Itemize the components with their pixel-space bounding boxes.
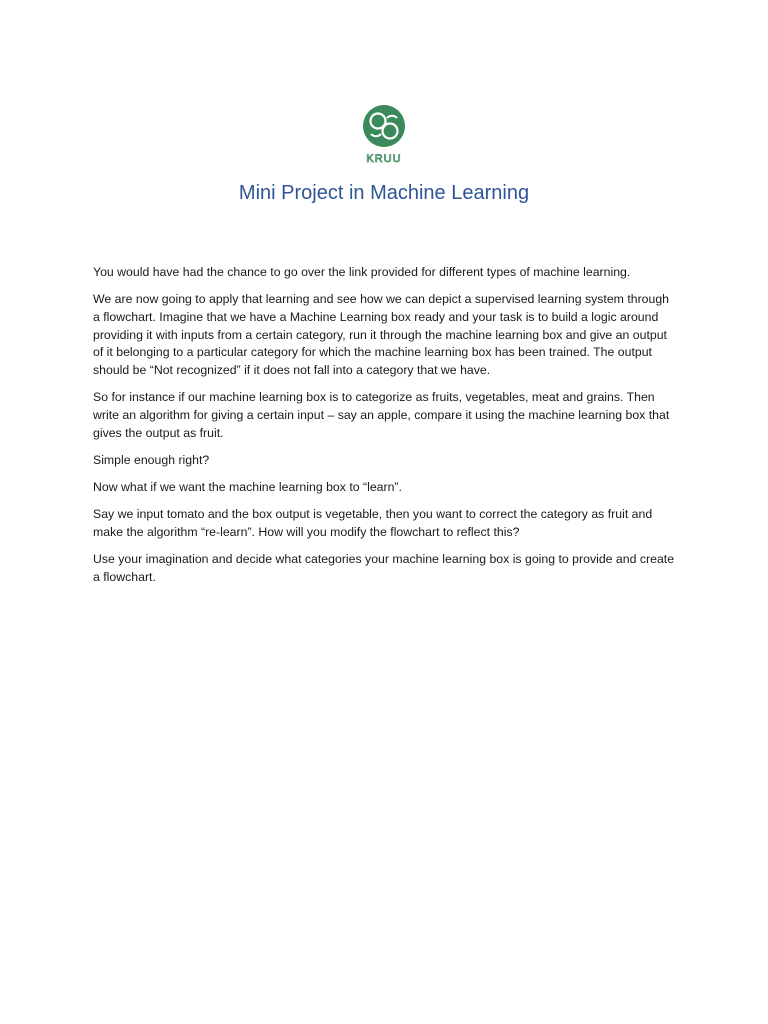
- document-body: [93, 264, 677, 596]
- paragraph: You would have had the chance to go over the link provided for different types of machine learning.: [93, 265, 631, 279]
- paragraph: Now what if we want the machine learning box to “learn”.: [93, 480, 402, 495]
- paragraph: Say we input tomato and the box output is vegetable, then you want to correct the category as fruit and make the algorithm “re-learn”. How will you modify the flowchart to reflect this?: [93, 507, 653, 539]
- paragraph: So for instance if our machine learning box is to categorize as fruits, vegetables, meat and grains. Then write an algorithm for giving a certain input – say an apple, compare it using the machine learning box that gives the output as fruit.: [93, 390, 670, 440]
- paragraph: Simple enough right?: [93, 452, 210, 467]
- logo-wordmark: KRUU: [366, 153, 402, 165]
- paragraph: We are now going to apply that learning and see how we can depict a supervised learning system through a flowchart. Imagine that we have a Machine Learning box ready and your task is to build a logic around providing it with inputs from a certain category, run it through the machine learning box and give an output of it belonging to a particular category for which the machine learning box has been trained. The output should be “Not recognized” if it does not fall into a category that we have.: [93, 292, 670, 378]
- kruu-logo: [357, 104, 411, 166]
- paragraph: Use your imagination and decide what categories your machine learning box is going to provide and create a flowchart.: [93, 552, 675, 584]
- kruu-logo-icon: [357, 104, 411, 166]
- page-title: Mini Project in Machine Learning: [238, 182, 530, 204]
